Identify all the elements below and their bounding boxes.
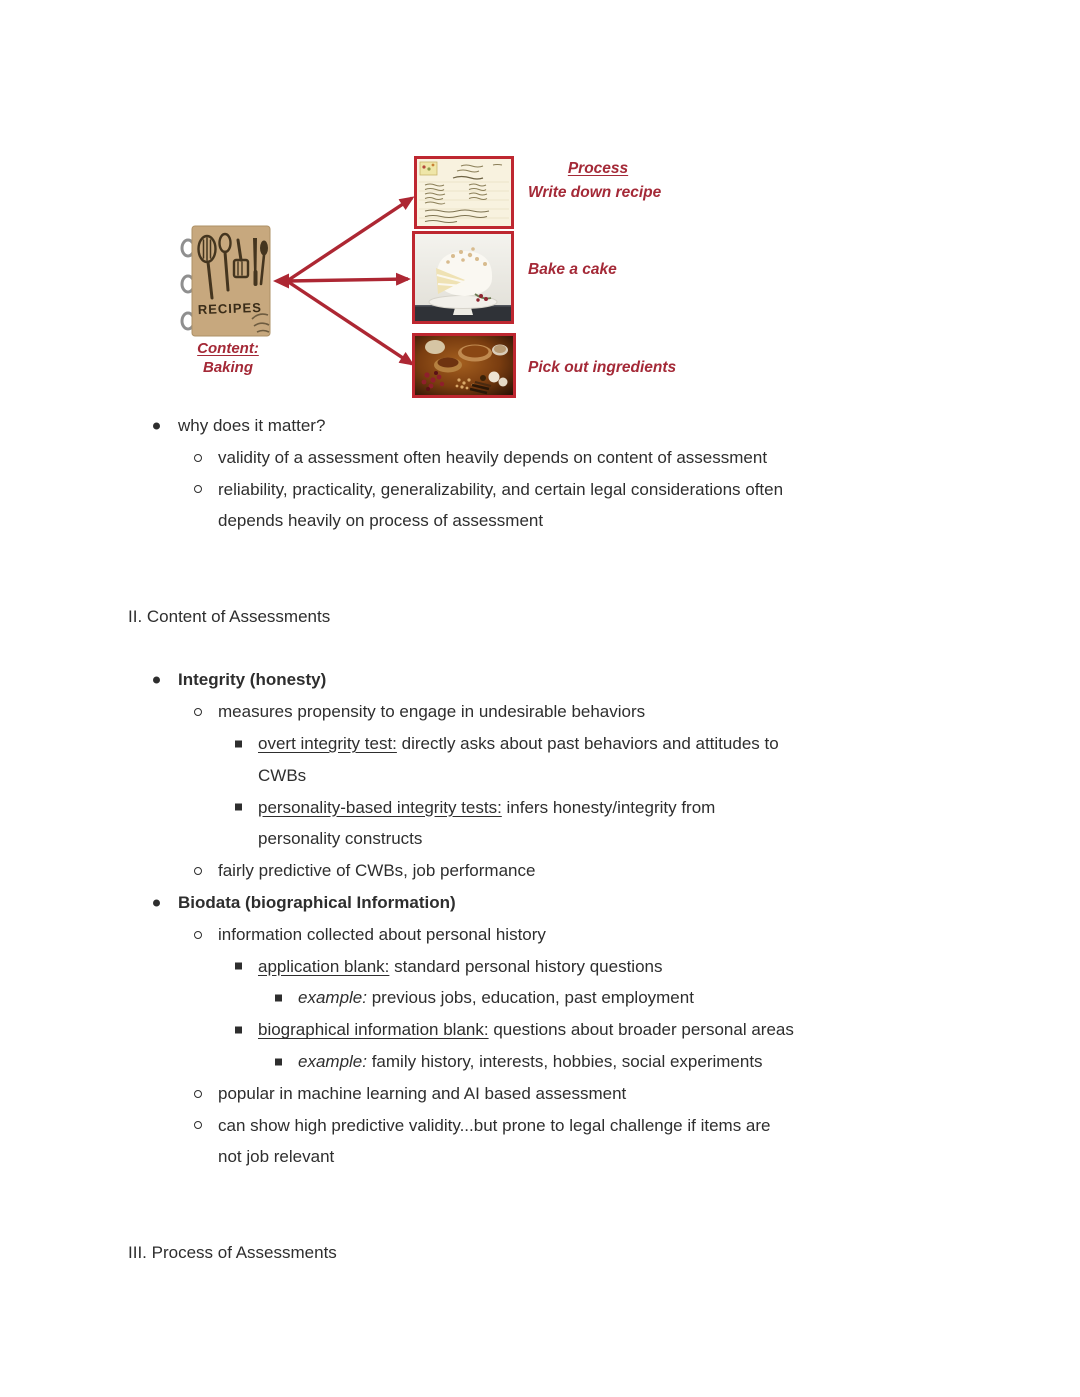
line-text: validity of a assessment often heavily depends on content of assessment xyxy=(218,447,768,467)
recipe-card-image xyxy=(414,156,514,229)
spacer xyxy=(128,633,1058,665)
example-text: family history, interests, hobbies, social experiments xyxy=(366,1051,763,1071)
bullet-line xyxy=(128,442,1058,474)
content-label: Content: xyxy=(197,340,259,357)
term: personality-based integrity tests: xyxy=(258,797,502,817)
line-text: reliability, practicality, generalizability, and certain legal considerations often xyxy=(218,479,784,499)
bullet-line xyxy=(128,474,1058,506)
bullet-line xyxy=(128,1110,1058,1142)
line-text xyxy=(128,982,694,1014)
bullet-line xyxy=(128,728,1058,760)
bullet-line xyxy=(128,919,1058,951)
arrow-to-cake xyxy=(287,279,408,281)
definition: standard personal history questions xyxy=(389,956,663,976)
arrow-to-ingredients xyxy=(287,281,412,364)
recipe-book-illustration xyxy=(178,222,274,340)
bullet-line xyxy=(128,855,1058,887)
process-heading: Process xyxy=(567,160,629,177)
bullet-continuation xyxy=(128,505,1058,537)
cake-image xyxy=(412,231,514,324)
definition: questions about broader personal areas xyxy=(488,1020,794,1040)
line-text: CWBs xyxy=(258,765,307,785)
bullet-square xyxy=(235,804,242,811)
bullet-square xyxy=(235,963,242,970)
arrow-label-bake-cake: Bake a cake xyxy=(528,261,617,278)
bullet-line xyxy=(128,1046,1058,1078)
definition: infers honesty/integrity from xyxy=(501,797,716,817)
garlic xyxy=(499,378,508,387)
bullet-disc xyxy=(153,677,160,684)
bullet-circle xyxy=(194,1090,202,1098)
arrowhead-left-icon xyxy=(273,274,289,289)
bullet-circle xyxy=(194,867,202,875)
spacer xyxy=(128,1173,1058,1205)
recipe-book-image xyxy=(178,222,274,340)
bullet-circle xyxy=(194,708,202,716)
garlic xyxy=(489,372,500,383)
bullet-circle xyxy=(194,454,202,462)
example-label: example: xyxy=(298,1051,367,1071)
spacer xyxy=(128,1205,1058,1237)
line-text: depends heavily on process of assessment xyxy=(218,511,544,531)
notes-body xyxy=(128,410,1058,1269)
bullet-line xyxy=(128,887,1058,919)
diagram-arrows xyxy=(272,178,422,388)
bullet-square xyxy=(235,740,242,747)
line-text: information collected about personal history xyxy=(218,924,546,944)
line-text: Biodata (biographical Information) xyxy=(178,892,456,912)
bullet-line xyxy=(128,1078,1058,1110)
book-caption xyxy=(168,339,288,377)
content-value: Baking xyxy=(202,359,253,376)
line-text: measures propensity to engage in undesirable behaviors xyxy=(218,702,646,722)
bullet-circle xyxy=(194,931,202,939)
line-text: can show high predictive validity...but prone to legal challenge if items are xyxy=(218,1115,771,1135)
bullet-line xyxy=(128,982,1058,1014)
bullet-line xyxy=(128,410,1058,442)
bullet-circle xyxy=(194,485,202,493)
line-text xyxy=(128,951,662,983)
definition: directly asks about past behaviors and attitudes to xyxy=(396,733,779,753)
ingredients-image xyxy=(412,333,516,398)
term: overt integrity test: xyxy=(258,733,397,753)
bullet-square xyxy=(235,1027,242,1034)
bullet-line xyxy=(128,1014,1058,1046)
bullet-continuation xyxy=(128,823,1058,855)
bullet-line xyxy=(128,792,1058,824)
term: application blank: xyxy=(258,956,390,976)
line-text: Integrity (honesty) xyxy=(178,670,327,690)
spacer xyxy=(128,569,1058,601)
line-text xyxy=(128,728,779,760)
bullet-line xyxy=(128,951,1058,983)
bullet-line xyxy=(128,696,1058,728)
example-text: previous jobs, education, past employment xyxy=(366,988,694,1008)
arrow-to-recipe-card xyxy=(287,198,412,281)
bullet-continuation xyxy=(128,760,1058,792)
flour-sack xyxy=(425,340,445,354)
line-text xyxy=(128,1046,763,1078)
line-text: popular in machine learning and AI based assessment xyxy=(218,1083,627,1103)
term: biographical information blank: xyxy=(258,1020,489,1040)
line-text xyxy=(128,792,715,824)
bullet-disc xyxy=(153,899,160,906)
spacer xyxy=(128,537,1058,569)
bullet-disc xyxy=(153,422,160,429)
line-text: not job relevant xyxy=(218,1147,335,1167)
bullet-line xyxy=(128,664,1058,696)
line-text: personality constructs xyxy=(258,829,423,849)
line-text: why does it matter? xyxy=(178,416,326,435)
book-title-text: RECIPES xyxy=(197,299,263,318)
section-heading-3: III. Process of Assessments xyxy=(128,1242,337,1262)
arrow-label-pick-ingredients: Pick out ingredients xyxy=(528,359,677,376)
example-label: example: xyxy=(298,988,367,1008)
content-process-diagram xyxy=(0,0,1080,410)
line-text: fairly predictive of CWBs, job performance xyxy=(218,861,536,881)
bullet-circle xyxy=(194,1121,202,1129)
section-heading-2: II. Content of Assessments xyxy=(128,606,331,626)
bullet-continuation xyxy=(128,1141,1058,1173)
bullet-square xyxy=(275,995,282,1002)
bullet-square xyxy=(275,1058,282,1065)
arrow-label-write-recipe: Write down recipe xyxy=(528,184,662,201)
line-text xyxy=(128,1014,794,1046)
